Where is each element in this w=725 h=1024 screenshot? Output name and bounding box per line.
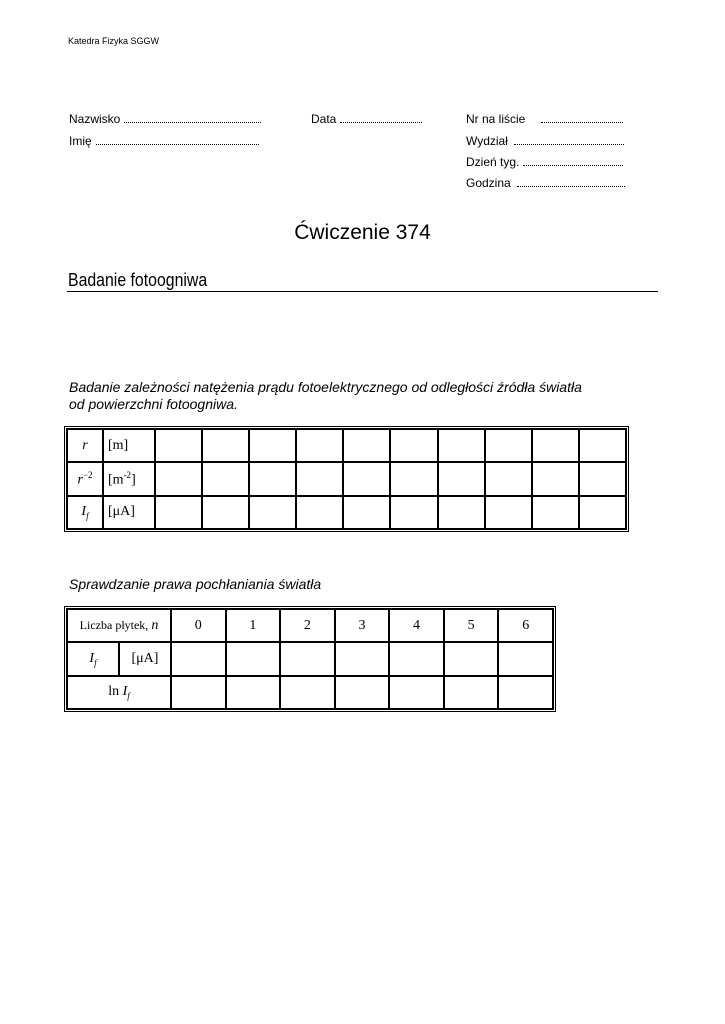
absorption-table bbox=[64, 606, 556, 712]
table-cell[interactable] bbox=[438, 429, 485, 462]
table-cell[interactable] bbox=[335, 642, 390, 675]
table-cell[interactable] bbox=[155, 496, 202, 529]
table-cell[interactable] bbox=[438, 496, 485, 529]
table-cell[interactable] bbox=[579, 462, 626, 495]
faculty-label: Wydział bbox=[466, 134, 508, 148]
row-symbol-if: $I_f$ bbox=[67, 642, 119, 675]
row-symbol-if: $I_f$ bbox=[67, 496, 103, 529]
row-unit-m-inv2: $[m^{-2}]$ bbox=[103, 462, 155, 495]
list-no-field[interactable] bbox=[466, 112, 623, 126]
row-symbol-r-inv2: $r^{-2}$ bbox=[67, 462, 103, 495]
hour-label: Godzina bbox=[466, 176, 511, 190]
table-cell[interactable] bbox=[202, 496, 249, 529]
table-cell[interactable] bbox=[579, 496, 626, 529]
table-row bbox=[67, 676, 553, 709]
surname-field[interactable] bbox=[69, 112, 261, 126]
table-row bbox=[67, 609, 553, 642]
date-label: Data bbox=[311, 112, 337, 126]
table-cell[interactable] bbox=[202, 429, 249, 462]
table-cell[interactable] bbox=[202, 462, 249, 495]
firstname-blank[interactable] bbox=[96, 144, 259, 145]
table-cell[interactable] bbox=[249, 429, 296, 462]
table-cell[interactable] bbox=[249, 496, 296, 529]
table-cell[interactable] bbox=[226, 676, 281, 709]
table-cell[interactable] bbox=[390, 462, 437, 495]
row-symbol-ln-if: $\ln I_f$ bbox=[67, 676, 171, 709]
n-value-cell: 6 bbox=[498, 609, 553, 642]
row-symbol-r: r bbox=[67, 429, 103, 462]
table-cell[interactable] bbox=[485, 429, 532, 462]
weekday-blank[interactable] bbox=[523, 165, 623, 166]
list-no-label: Nr na liście bbox=[466, 112, 526, 126]
date-field[interactable] bbox=[311, 112, 422, 126]
firstname-field[interactable] bbox=[69, 134, 259, 148]
distance-table bbox=[64, 426, 629, 532]
table-cell[interactable] bbox=[296, 462, 343, 495]
section1-heading-line2: od powierzchni fotoogniwa. bbox=[69, 396, 238, 412]
table-cell[interactable] bbox=[389, 642, 444, 675]
table-cell[interactable] bbox=[155, 429, 202, 462]
institution-header: Katedra Fizyka SGGW bbox=[68, 36, 160, 46]
table-cell[interactable] bbox=[485, 496, 532, 529]
section1-heading bbox=[69, 379, 582, 413]
faculty-blank[interactable] bbox=[514, 144, 624, 145]
surname-blank[interactable] bbox=[124, 122, 261, 123]
title-rule bbox=[67, 291, 658, 292]
table-cell[interactable] bbox=[280, 642, 335, 675]
table-cell[interactable] bbox=[485, 462, 532, 495]
n-value-cell: 4 bbox=[389, 609, 444, 642]
table-cell[interactable] bbox=[444, 676, 499, 709]
section2-heading: Sprawdzanie prawa pochłaniania światła bbox=[69, 576, 322, 592]
hour-field[interactable] bbox=[466, 176, 625, 190]
plates-label-cell: Liczba płytek, n bbox=[67, 609, 171, 642]
table-row bbox=[67, 642, 553, 675]
table-cell[interactable] bbox=[249, 462, 296, 495]
table-cell[interactable] bbox=[579, 429, 626, 462]
table-cell[interactable] bbox=[498, 676, 553, 709]
exercise-subtitle: Badanie fotoogniwa bbox=[68, 270, 208, 290]
row-unit-m: [m] bbox=[103, 429, 155, 462]
table-cell[interactable] bbox=[532, 462, 579, 495]
n-value-cell: 1 bbox=[226, 609, 281, 642]
table-cell[interactable] bbox=[171, 676, 226, 709]
table-cell[interactable] bbox=[390, 429, 437, 462]
table-cell[interactable] bbox=[171, 642, 226, 675]
faculty-field[interactable] bbox=[466, 134, 624, 148]
table-cell[interactable] bbox=[389, 676, 444, 709]
row-unit-ua: [μA] bbox=[103, 496, 155, 529]
table-cell[interactable] bbox=[226, 642, 281, 675]
n-value-cell: 3 bbox=[335, 609, 390, 642]
n-value-cell: 2 bbox=[280, 609, 335, 642]
table-cell[interactable] bbox=[343, 462, 390, 495]
table-cell[interactable] bbox=[532, 496, 579, 529]
table-cell[interactable] bbox=[444, 642, 499, 675]
n-value-cell: 5 bbox=[444, 609, 499, 642]
table-cell[interactable] bbox=[155, 462, 202, 495]
date-blank[interactable] bbox=[340, 122, 422, 123]
n-value-cell: 0 bbox=[171, 609, 226, 642]
table-row bbox=[67, 496, 626, 529]
exercise-title: Ćwiczenie 374 bbox=[294, 221, 431, 244]
table-cell[interactable] bbox=[335, 676, 390, 709]
table-cell[interactable] bbox=[498, 642, 553, 675]
table-cell[interactable] bbox=[296, 429, 343, 462]
table-row bbox=[67, 462, 626, 495]
firstname-label: Imię bbox=[69, 134, 92, 148]
table-cell[interactable] bbox=[438, 462, 485, 495]
surname-label: Nazwisko bbox=[69, 112, 121, 126]
table-cell[interactable] bbox=[296, 496, 343, 529]
row-unit-ua: [μA] bbox=[119, 642, 171, 675]
table-row bbox=[67, 429, 626, 462]
table-cell[interactable] bbox=[343, 496, 390, 529]
table-cell[interactable] bbox=[390, 496, 437, 529]
weekday-label: Dzień tyg. bbox=[466, 155, 520, 169]
table-cell[interactable] bbox=[280, 676, 335, 709]
table-cell[interactable] bbox=[343, 429, 390, 462]
table-cell[interactable] bbox=[532, 429, 579, 462]
list-no-blank[interactable] bbox=[541, 122, 623, 123]
hour-blank[interactable] bbox=[517, 186, 625, 187]
weekday-field[interactable] bbox=[466, 155, 623, 169]
section1-heading-line1: Badanie zależności natężenia prądu fotoelektrycznego od odległości źródła światła bbox=[69, 379, 582, 395]
